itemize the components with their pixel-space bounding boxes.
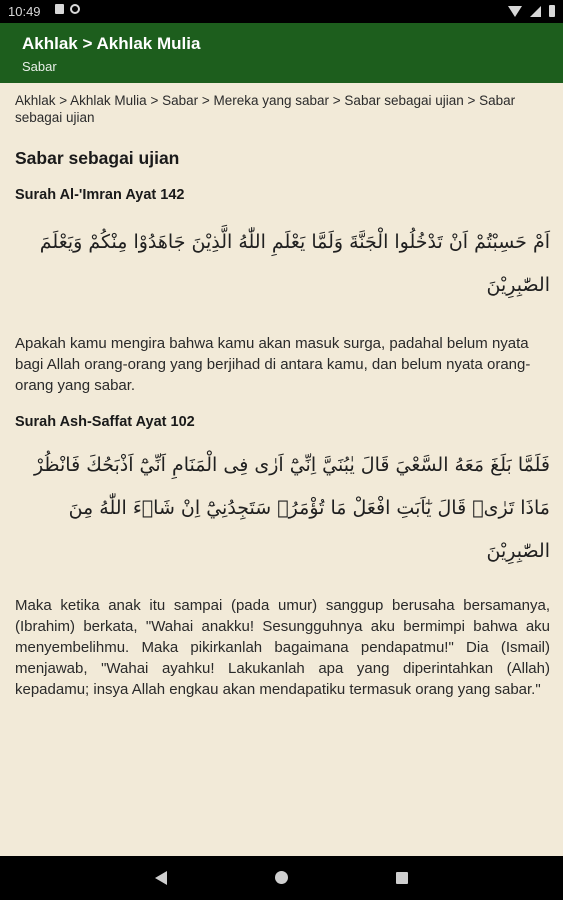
verse-block: [15, 187, 550, 396]
home-icon[interactable]: [275, 871, 288, 884]
status-bar: [0, 0, 563, 23]
battery-icon: [549, 5, 555, 17]
verse-block: [15, 414, 550, 700]
status-left-icons: [55, 4, 80, 14]
back-icon[interactable]: [155, 871, 167, 885]
page-title: Sabar sebagai ujian: [15, 148, 180, 168]
navigation-bar: [0, 856, 563, 900]
arabic-verse: اَمْ حَسِبْتُمْ اَنْ تَدْخُلُوا الْجَنَّةَ وَلَمَّا يَعْلَمِ اللّٰهُ الَّذِيْنَ جَاهَدُوْا مِنْكُمْ وَيَعْلَمَ الصّٰبِرِيْنَ: [39, 231, 550, 296]
notification-square-icon: [55, 4, 64, 14]
app-bar-title: Akhlak > Akhlak Mulia: [22, 34, 201, 53]
arabic-verse: فَلَمَّا بَلَغَ مَعَهُ السَّعْيَ قَالَ يٰبُنَيَّ اِنِّيْٓ اَرٰى فِى الْمَنَامِ اَنِّيْٓ اَذْبَحُكَ فَانْظُرْ مَاذَا تَرٰىۗ قَالَ يٰٓاَبَتِ افْعَلْ مَا تُؤْمَرُۖ سَتَجِدُنِيْٓ اِنْ شَاۤءَ اللّٰهُ مِنَ الصّٰبِرِيْنَ: [33, 454, 550, 562]
verse-translation: Apakah kamu mengira bahwa kamu akan masuk surga, padahal belum nyata bagi Allah orang-orang yang berjihad di antara kamu, dan belum nyata orang-orang yang sabar.: [15, 335, 531, 394]
content-area[interactable]: [15, 92, 550, 700]
signal-icon: [530, 6, 541, 17]
surah-title: Surah Al-'Imran Ayat 142: [15, 187, 185, 203]
surah-title: Surah Ash-Saffat Ayat 102: [15, 414, 195, 430]
status-time: 10:49: [8, 4, 41, 19]
app-bar-subtitle: Sabar: [22, 59, 57, 74]
verse-translation: Maka ketika anak itu sampai (pada umur) sanggup berusaha bersamanya, (Ibrahim) berkata, "Wahai anakku! Sesungguhnya aku bermimpi bahwa aku menyembelihmu. Maka pikirkanlah bagaimana pendapatmu!" Dia (Ismail) menjawab, "Wahai ayahku! Lakukanlah apa yang diperintahkan (Allah) kepadamu; insya Allah engkau akan mendapatiku termasuk orang yang sabar.": [15, 597, 550, 698]
sync-circle-icon: [70, 4, 80, 14]
breadcrumb: Akhlak > Akhlak Mulia > Sabar > Mereka yang sabar > Sabar sebagai ujian > Sabar sebagai ujian: [15, 93, 516, 125]
app-bar: [0, 23, 563, 83]
recents-icon[interactable]: [396, 872, 408, 884]
wifi-icon: [508, 6, 522, 17]
status-right-icons: [508, 5, 555, 17]
